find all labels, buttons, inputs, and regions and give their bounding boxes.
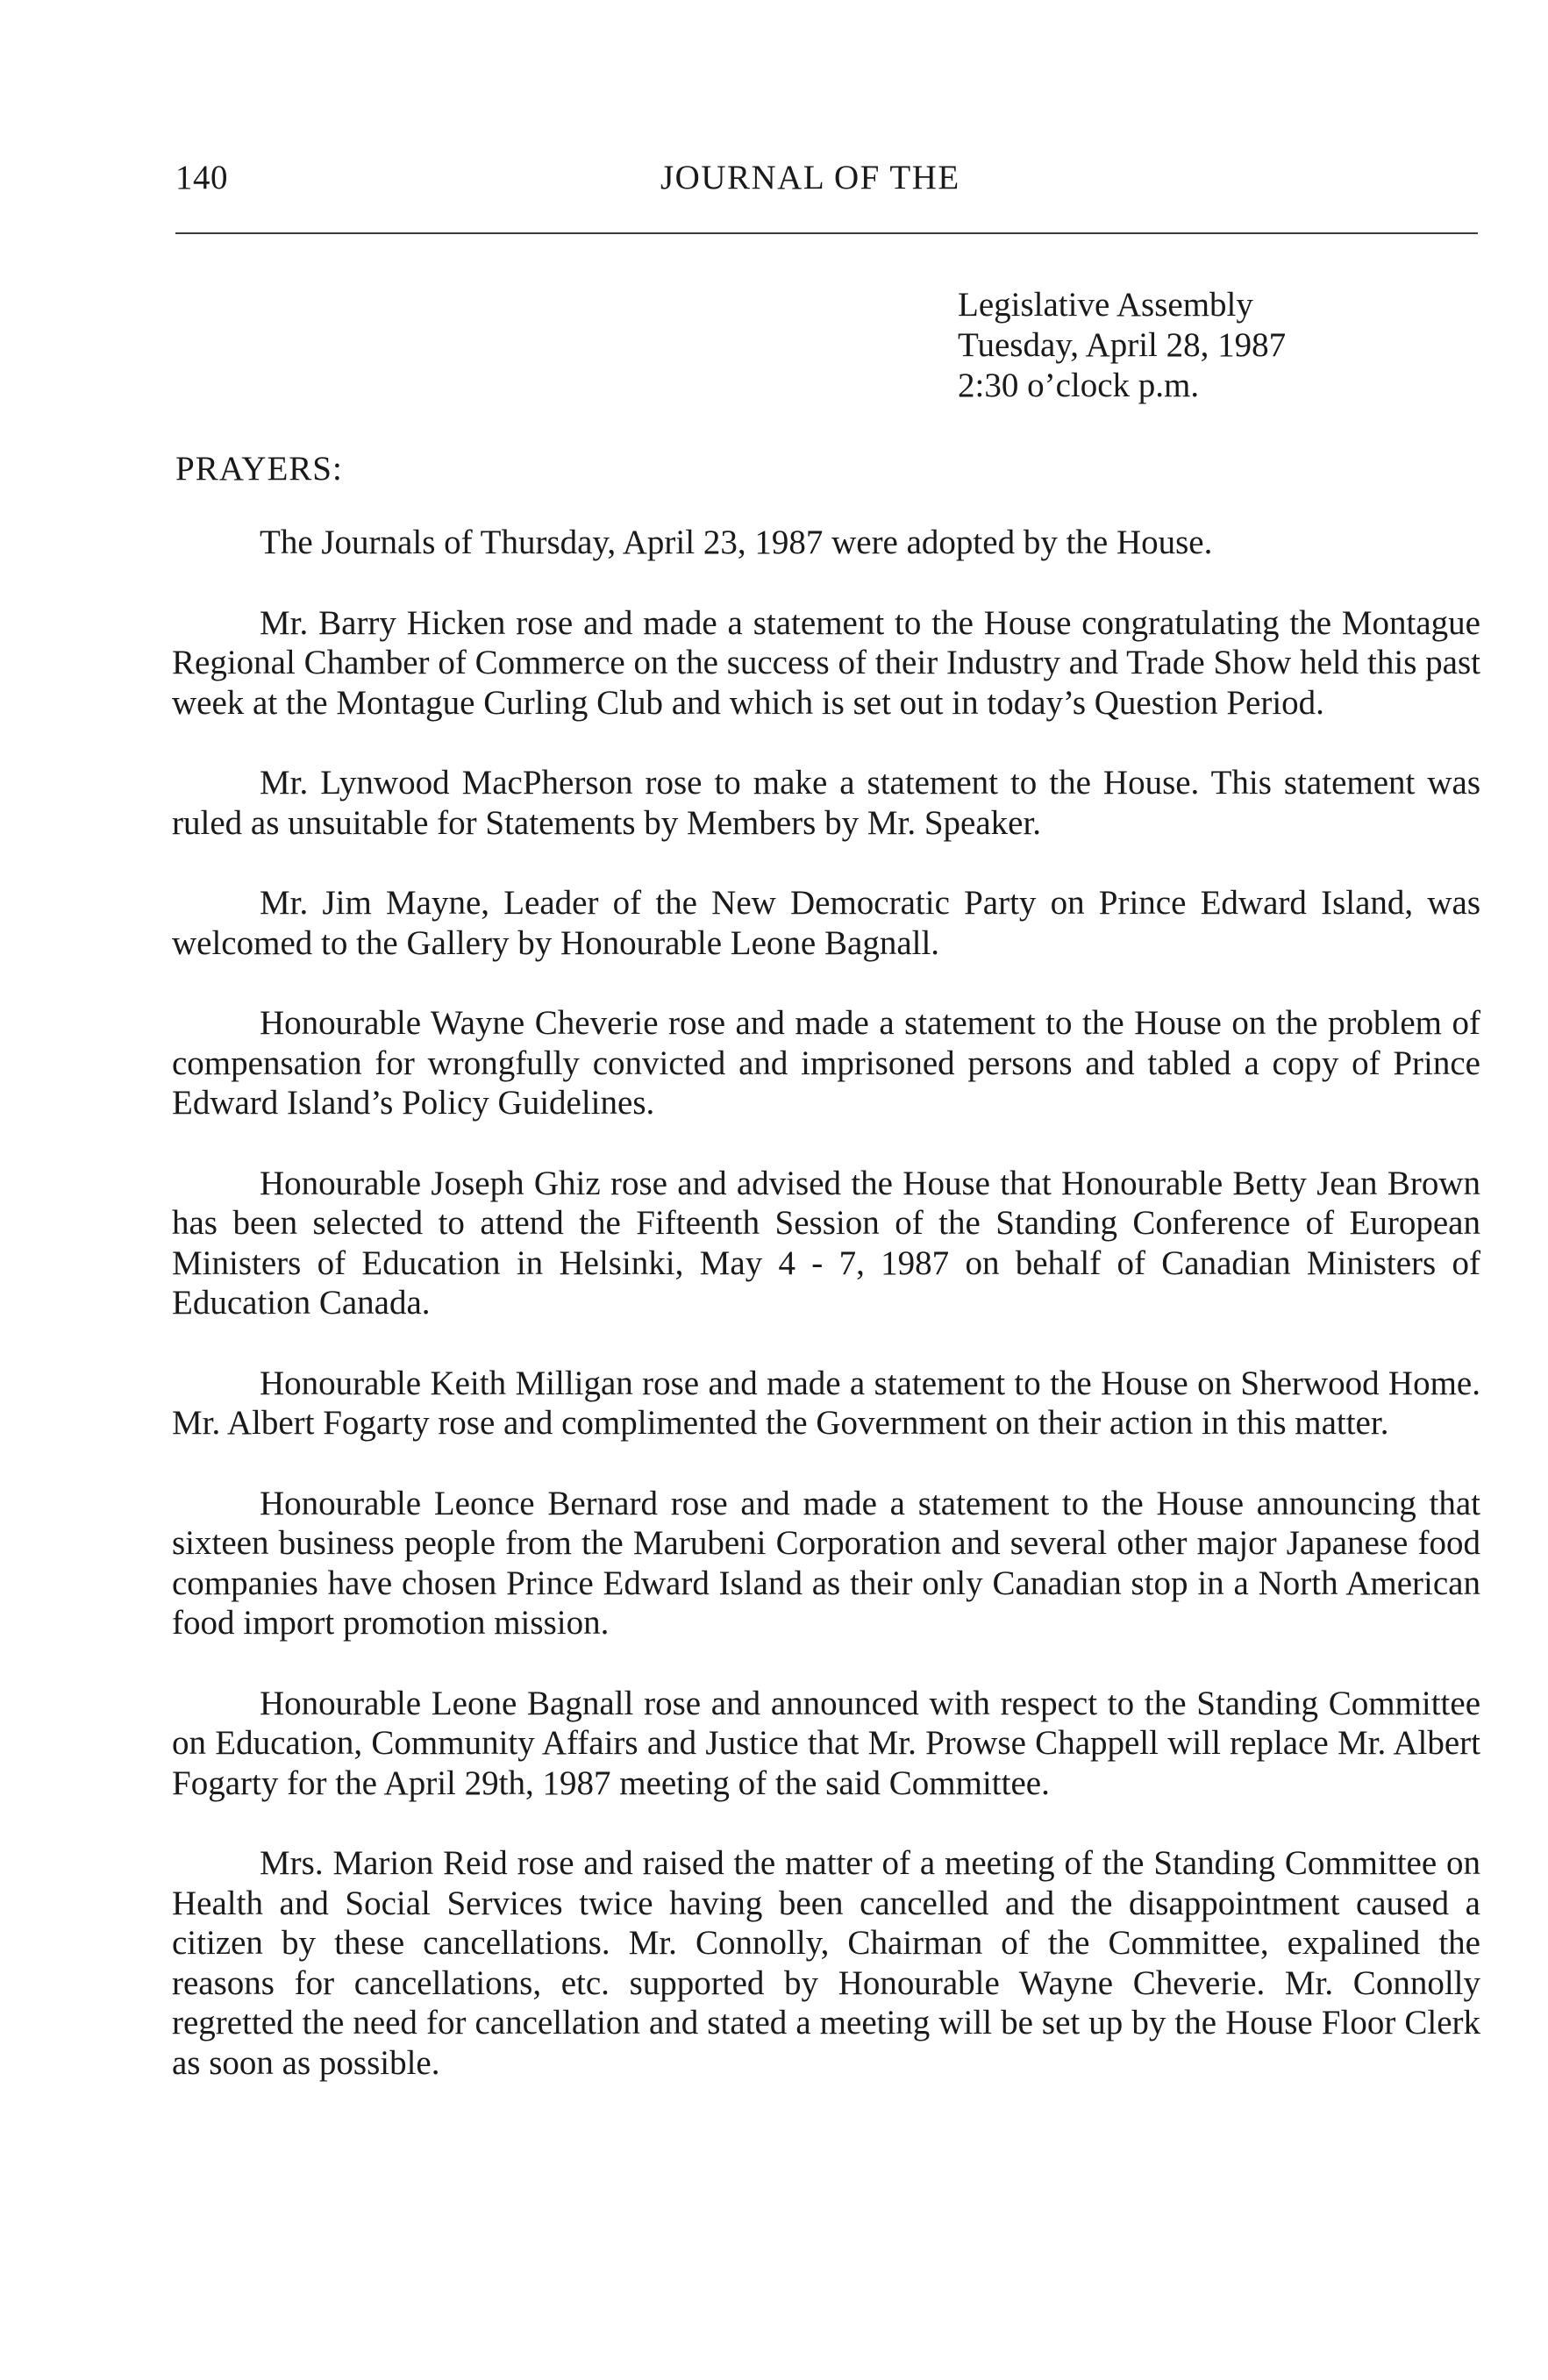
sitting-details bbox=[958, 285, 1286, 406]
proceeding-paragraph: Honourable Leonce Bernard rose and made a statement to the House announcing that sixteen business people from the Marubeni Corporation and several other major Japanese food companies have chosen Prince Edward Island as their only Canadian stop in a North American food import promotion mission. bbox=[172, 1484, 1480, 1642]
proceeding-paragraph: Mrs. Marion Reid rose and raised the matter of a meeting of the Standing Committee on Health and Social Services twice having been cancelled and the disappointment caused a citizen by these cancellations. Mr. Connolly, Chairman of the Committee, expalined the reasons for cancellations, etc. supported by Honourable Wayne Cheverie. Mr. Connolly regretted the need for cancellation and stated a meeting will be set up by the House Floor Clerk as soon as possible. bbox=[172, 1844, 1480, 2082]
proceeding-paragraph: The Journals of Thursday, April 23, 1987 were adopted by the House. bbox=[260, 524, 1213, 561]
page-number: 140 bbox=[175, 159, 228, 196]
header-rule bbox=[175, 232, 1478, 234]
proceeding-paragraph: Mr. Barry Hicken rose and made a statement to the House congratulating the Montague Regional Chamber of Commerce on the success of their Industry and Trade Show held this past week at the Montague Curling Club and which is set out in today’s Question Period. bbox=[172, 603, 1480, 722]
proceeding-paragraph: Mr. Jim Mayne, Leader of the New Democratic Party on Prince Edward Island, was welcomed to the Gallery by Honourable Leone Bagnall. bbox=[172, 884, 1480, 962]
proceeding-paragraph: Mr. Lynwood MacPherson rose to make a statement to the House. This statement was ruled as unsuitable for Statements by Members by Mr. Speaker. bbox=[172, 764, 1480, 842]
sitting-time: 2:30 o’clock p.m. bbox=[958, 367, 1200, 404]
proceeding-paragraph: Honourable Keith Milligan rose and made a statement to the House on Sherwood Home. Mr. Albert Fogarty rose and complimented the Government on their action in this matter. bbox=[172, 1364, 1480, 1442]
running-head bbox=[175, 158, 1478, 202]
sitting-body: Legislative Assembly bbox=[958, 286, 1253, 324]
prayers-heading: PRAYERS: bbox=[175, 450, 343, 488]
sitting-date: Tuesday, April 28, 1987 bbox=[958, 326, 1287, 364]
proceedings-body bbox=[172, 523, 1480, 2083]
proceeding-paragraph: Honourable Leone Bagnall rose and announced with respect to the Standing Committee on Education, Community Affairs and Justice that Mr. Prowse Chappell will replace Mr. Albert Fogarty for the April 29th, 1987 meeting of the said Committee. bbox=[172, 1684, 1480, 1802]
proceeding-paragraph: Honourable Wayne Cheverie rose and made a statement to the House on the problem of compensation for wrongfully convicted and imprisoned persons and tabled a copy of Prince Edward Island’s Policy Guidelines. bbox=[172, 1004, 1480, 1122]
journal-title: JOURNAL OF THE bbox=[660, 159, 960, 196]
proceeding-paragraph: Honourable Joseph Ghiz rose and advised the House that Honourable Betty Jean Brown has been selected to attend the Fifteenth Session of the Standing Conference of European Ministers of Education in Helsinki, May 4 - 7, 1987 on behalf of Canadian Ministers of Education Canada. bbox=[172, 1164, 1480, 1322]
